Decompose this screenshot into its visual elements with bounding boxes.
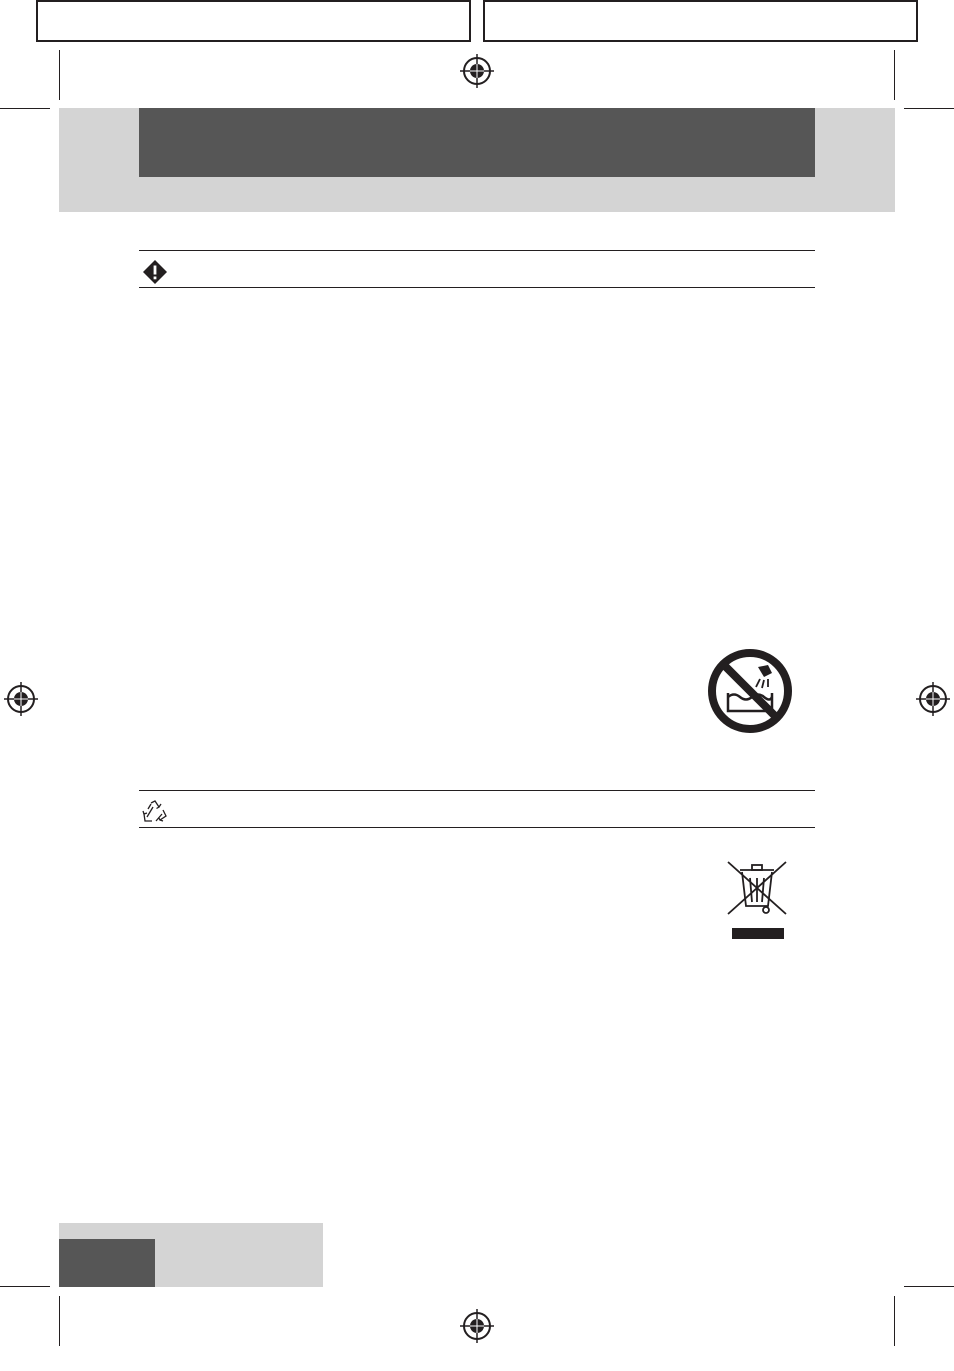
page-number-box [59,1239,155,1287]
section-rule-top [139,790,815,791]
registration-mark-icon [460,1309,494,1343]
crop-mark [904,1286,954,1287]
crossed-bin-icon [724,858,790,942]
registration-mark-icon [460,54,494,88]
crop-mark [59,1296,60,1346]
registration-mark-icon [916,682,950,716]
recycle-icon [142,799,168,825]
crop-mark [894,50,895,100]
no-water-icon [706,647,794,735]
section-rule-top [139,250,815,251]
crop-mark [0,1286,50,1287]
registration-mark-icon [4,682,38,716]
grayscale-calibration-bar [36,0,471,42]
crop-mark [904,108,954,109]
warning-diamond-icon [142,259,168,285]
color-calibration-bar [483,0,918,42]
crop-mark [0,108,50,109]
section-rule-bottom [139,287,815,288]
crop-mark [894,1296,895,1346]
section-rule-bottom [139,827,815,828]
crop-mark [59,50,60,100]
header-bar [139,108,815,177]
